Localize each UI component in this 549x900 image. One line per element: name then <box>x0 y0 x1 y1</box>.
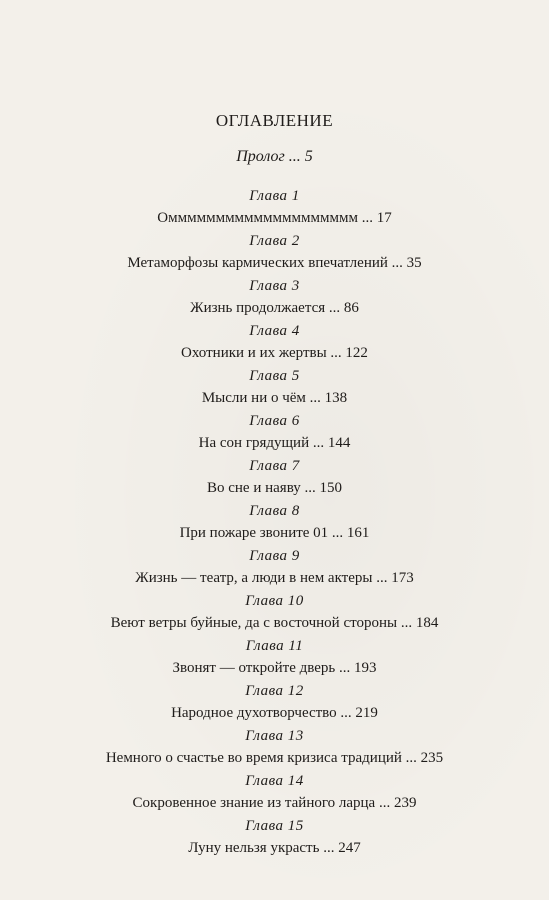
chapter-title: Звонят — откройте дверь ... 193 <box>172 660 377 676</box>
chapter-label: Глава 4 <box>249 323 300 339</box>
chapter-label: Глава 3 <box>249 278 300 294</box>
toc-prolog: Пролог ... 5 <box>236 148 313 165</box>
chapter-label: Глава 12 <box>245 683 304 699</box>
toc-entry-9 <box>0 546 549 591</box>
toc-entry-4 <box>0 321 549 366</box>
chapter-title: Луну нельзя украсть ... 247 <box>188 840 361 856</box>
toc-entry-14 <box>0 771 549 816</box>
chapter-title: Жизнь — театр, а люди в нем актеры ... 173 <box>135 570 414 586</box>
chapter-title: Мысли ни о чём ... 138 <box>201 390 348 406</box>
chapter-label: Глава 2 <box>249 233 300 249</box>
chapter-label: Глава 13 <box>245 728 304 744</box>
chapter-label: Глава 6 <box>249 413 300 429</box>
chapter-title: Метаморфозы кармических впечатлений ... 35 <box>127 255 422 271</box>
toc-entry-5 <box>0 366 549 411</box>
chapter-label: Глава 8 <box>249 503 300 519</box>
toc-entry-12 <box>0 681 549 726</box>
toc-entry-8 <box>0 501 549 546</box>
chapter-title: Веют ветры буйные, да с восточной стороны ... 184 <box>110 615 439 631</box>
chapter-label: Глава 1 <box>249 188 300 204</box>
toc-entries <box>0 186 549 861</box>
chapter-title: Во сне и наяву ... 150 <box>206 480 343 496</box>
chapter-title: Жизнь продолжается ... 86 <box>190 300 359 316</box>
chapter-title: Народное духотворчество ... 219 <box>171 705 378 721</box>
toc-entry-3 <box>0 276 549 321</box>
chapter-title: На сон грядущий ... 144 <box>198 435 351 451</box>
chapter-label: Глава 10 <box>245 593 304 609</box>
chapter-title: Охотники и их жертвы ... 122 <box>181 345 368 361</box>
chapter-label: Глава 11 <box>245 638 304 654</box>
toc-title: ОГЛАВЛЕНИЕ <box>215 111 334 130</box>
chapter-label: Глава 7 <box>249 458 300 474</box>
table-of-contents <box>0 110 549 861</box>
toc-entry-6 <box>0 411 549 456</box>
toc-entry-2 <box>0 231 549 276</box>
chapter-label: Глава 9 <box>249 548 300 564</box>
toc-entry-15 <box>0 816 549 861</box>
chapter-label: Глава 5 <box>249 368 300 384</box>
toc-entry-10 <box>0 591 549 636</box>
chapter-title: При пожаре звоните 01 ... 161 <box>179 525 370 541</box>
chapter-label: Глава 15 <box>245 818 304 834</box>
chapter-title: Немного о счастье во время кризиса традиций ... 235 <box>105 750 444 766</box>
toc-entry-13 <box>0 726 549 771</box>
chapter-title: Омммммммммммммммммммм ... 17 <box>157 210 392 226</box>
chapter-label: Глава 14 <box>245 773 304 789</box>
toc-entry-1 <box>0 186 549 231</box>
toc-entry-11 <box>0 636 549 681</box>
toc-entry-7 <box>0 456 549 501</box>
chapter-title: Сокровенное знание из тайного ларца ... 239 <box>132 795 417 811</box>
